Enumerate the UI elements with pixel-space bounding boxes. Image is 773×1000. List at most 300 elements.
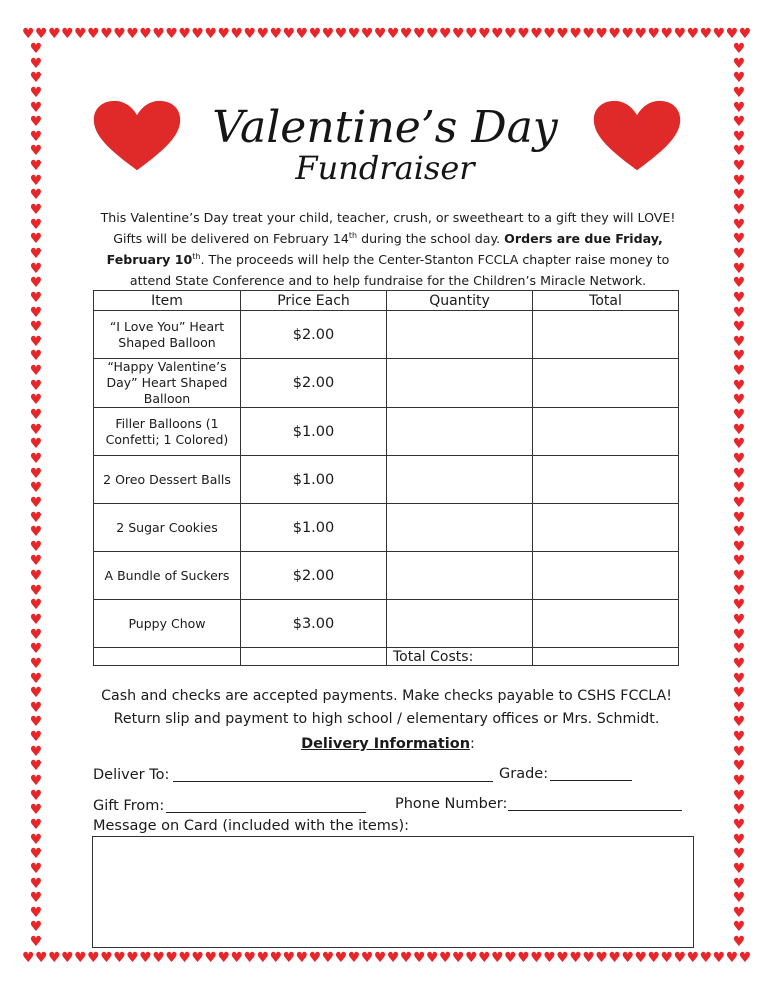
small-heart-icon: ♥ — [732, 714, 746, 731]
small-heart-icon: ♥ — [732, 84, 746, 101]
small-heart-icon: ♥ — [634, 26, 648, 42]
empty-cell — [241, 648, 387, 666]
small-heart-icon: ♥ — [732, 187, 746, 204]
small-heart-icon: ♥ — [517, 26, 530, 42]
small-heart-icon: ♥ — [308, 26, 322, 42]
small-heart-icon: ♥ — [29, 802, 43, 819]
table-row — [94, 359, 679, 408]
small-heart-icon: ♥ — [29, 114, 43, 131]
small-heart-icon: ♥ — [732, 245, 746, 262]
small-heart-icon: ♥ — [29, 333, 43, 350]
page-subtitle: Fundraiser — [295, 149, 475, 187]
small-heart-icon: ♥ — [732, 582, 746, 599]
small-heart-icon: ♥ — [732, 626, 746, 643]
phone-number-label: Phone Number: — [395, 796, 508, 812]
small-heart-icon: ♥ — [29, 70, 43, 87]
small-heart-icon: ♥ — [732, 348, 746, 365]
delivery-heading-text: Delivery Information — [301, 736, 471, 752]
small-heart-icon: ♥ — [595, 950, 608, 966]
small-heart-icon: ♥ — [29, 655, 43, 672]
small-heart-icon: ♥ — [732, 377, 746, 394]
small-heart-icon: ♥ — [712, 950, 726, 966]
small-heart-icon: ♥ — [738, 26, 752, 42]
small-heart-icon: ♥ — [29, 172, 43, 189]
payment-line: Return slip and payment to high school / elementary offices or Mrs. Schmidt. — [113, 711, 660, 727]
item-name: 2 Oreo Dessert Balls — [94, 456, 241, 504]
small-heart-icon: ♥ — [478, 26, 491, 42]
small-heart-icon: ♥ — [386, 26, 400, 42]
small-heart-icon: ♥ — [621, 26, 634, 42]
small-heart-icon: ♥ — [732, 421, 746, 438]
small-heart-icon: ♥ — [425, 950, 439, 966]
quantity-cell[interactable] — [387, 311, 533, 359]
grade-label: Grade: — [499, 766, 549, 782]
small-heart-icon: ♥ — [29, 348, 43, 365]
small-heart-icon: ♥ — [139, 26, 152, 42]
small-heart-icon: ♥ — [29, 143, 43, 160]
small-heart-icon: ♥ — [732, 568, 746, 585]
small-heart-icon: ♥ — [530, 26, 543, 42]
item-name: “I Love You” Heart Shaped Balloon — [94, 311, 241, 359]
small-heart-icon: ♥ — [504, 950, 517, 966]
heart-border-bottom — [22, 950, 752, 966]
small-heart-icon: ♥ — [491, 950, 504, 966]
small-heart-icon: ♥ — [608, 26, 621, 42]
small-heart-icon: ♥ — [686, 950, 700, 966]
small-heart-icon: ♥ — [660, 26, 674, 42]
small-heart-icon: ♥ — [412, 950, 426, 966]
quantity-cell[interactable] — [387, 359, 533, 408]
small-heart-icon: ♥ — [165, 950, 178, 966]
small-heart-icon: ♥ — [29, 685, 43, 702]
item-price: $2.00 — [241, 359, 387, 408]
gift-from-field[interactable] — [166, 812, 366, 813]
small-heart-icon: ♥ — [29, 465, 43, 482]
small-heart-icon: ♥ — [100, 26, 113, 42]
small-heart-icon: ♥ — [399, 26, 413, 42]
quantity-cell[interactable] — [387, 504, 533, 552]
small-heart-icon: ♥ — [732, 904, 746, 921]
item-name: Puppy Chow — [94, 600, 241, 648]
small-heart-icon: ♥ — [282, 26, 296, 42]
small-heart-icon: ♥ — [29, 275, 43, 292]
small-heart-icon: ♥ — [732, 392, 746, 409]
total-cell[interactable] — [533, 311, 679, 359]
total-cell[interactable] — [533, 552, 679, 600]
small-heart-icon: ♥ — [725, 950, 739, 966]
small-heart-icon: ♥ — [569, 950, 582, 966]
small-heart-icon: ♥ — [29, 611, 43, 628]
small-heart-icon: ♥ — [243, 26, 257, 42]
heart-border-left — [28, 42, 44, 950]
small-heart-icon: ♥ — [29, 363, 43, 380]
small-heart-icon: ♥ — [732, 158, 746, 175]
small-heart-icon: ♥ — [29, 216, 43, 233]
small-heart-icon: ♥ — [478, 950, 491, 966]
small-heart-icon: ♥ — [732, 55, 746, 72]
small-heart-icon: ♥ — [556, 950, 569, 966]
intro-paragraph — [86, 207, 690, 291]
small-heart-icon: ♥ — [732, 685, 746, 702]
small-heart-icon: ♥ — [732, 494, 746, 511]
small-heart-icon: ♥ — [29, 245, 43, 262]
item-name: “Happy Valentine’s Day” Heart Shaped Balloon — [94, 359, 241, 408]
small-heart-icon: ♥ — [732, 831, 746, 848]
column-header-price: Price Each — [241, 291, 387, 311]
small-heart-icon: ♥ — [732, 260, 746, 277]
total-costs-cell[interactable] — [533, 648, 679, 666]
small-heart-icon: ♥ — [465, 26, 478, 42]
small-heart-icon: ♥ — [732, 743, 746, 760]
small-heart-icon: ♥ — [113, 26, 126, 42]
heart-border-right — [731, 42, 747, 950]
total-cell[interactable] — [533, 359, 679, 408]
small-heart-icon: ♥ — [295, 950, 309, 966]
small-heart-icon: ♥ — [732, 597, 746, 614]
small-heart-icon: ♥ — [732, 729, 746, 746]
small-heart-icon: ♥ — [732, 231, 746, 248]
small-heart-icon: ♥ — [360, 950, 374, 966]
small-heart-icon: ♥ — [732, 480, 746, 497]
column-header-item: Item — [94, 291, 241, 311]
small-heart-icon: ♥ — [22, 26, 35, 42]
small-heart-icon: ♥ — [152, 950, 165, 966]
small-heart-icon: ♥ — [178, 26, 191, 42]
small-heart-icon: ♥ — [61, 26, 74, 42]
small-heart-icon: ♥ — [732, 890, 746, 907]
delivery-heading — [86, 736, 690, 752]
quantity-cell[interactable] — [387, 600, 533, 648]
order-table — [93, 290, 679, 666]
small-heart-icon: ♥ — [308, 950, 322, 966]
small-heart-icon: ♥ — [29, 509, 43, 526]
small-heart-icon: ♥ — [74, 950, 87, 966]
small-heart-icon: ♥ — [29, 626, 43, 643]
small-heart-icon: ♥ — [439, 26, 452, 42]
item-price: $1.00 — [241, 408, 387, 456]
total-costs-label: Total Costs: — [387, 648, 533, 666]
small-heart-icon: ♥ — [732, 641, 746, 658]
small-heart-icon: ♥ — [673, 26, 687, 42]
small-heart-icon: ♥ — [230, 26, 244, 42]
small-heart-icon: ♥ — [647, 26, 661, 42]
small-heart-icon: ♥ — [732, 787, 746, 804]
small-heart-icon: ♥ — [29, 699, 43, 716]
small-heart-icon: ♥ — [699, 950, 713, 966]
table-row — [94, 552, 679, 600]
small-heart-icon: ♥ — [732, 553, 746, 570]
small-heart-icon: ♥ — [126, 950, 139, 966]
small-heart-icon: ♥ — [334, 26, 348, 42]
intro-text: during the school day. — [357, 231, 505, 246]
small-heart-icon: ♥ — [29, 641, 43, 658]
small-heart-icon: ♥ — [712, 26, 726, 42]
small-heart-icon: ♥ — [732, 509, 746, 526]
small-heart-icon: ♥ — [29, 84, 43, 101]
small-heart-icon: ♥ — [29, 392, 43, 409]
small-heart-icon: ♥ — [230, 950, 244, 966]
small-heart-icon: ♥ — [732, 919, 746, 936]
small-heart-icon: ♥ — [517, 950, 530, 966]
small-heart-icon: ♥ — [556, 26, 569, 42]
small-heart-icon: ♥ — [217, 26, 231, 42]
small-heart-icon: ♥ — [29, 289, 43, 306]
small-heart-icon: ♥ — [191, 950, 204, 966]
small-heart-icon: ♥ — [204, 950, 217, 966]
small-heart-icon: ♥ — [732, 319, 746, 336]
small-heart-icon: ♥ — [29, 421, 43, 438]
small-heart-icon: ♥ — [29, 99, 43, 116]
column-header-total: Total — [533, 291, 679, 311]
small-heart-icon: ♥ — [87, 950, 100, 966]
table-row — [94, 311, 679, 359]
small-heart-icon: ♥ — [360, 26, 374, 42]
heart-icon — [592, 100, 682, 172]
intro-sup: th — [192, 251, 201, 261]
small-heart-icon: ♥ — [29, 553, 43, 570]
intro-text: . The proceeds will help the Center-Stanton FCCLA chapter raise money to attend State Conference and to help fundraise for the Children’s Miracle Network. — [129, 252, 670, 288]
small-heart-icon: ♥ — [139, 950, 152, 966]
small-heart-icon: ♥ — [29, 407, 43, 424]
small-heart-icon: ♥ — [35, 26, 48, 42]
small-heart-icon: ♥ — [732, 172, 746, 189]
small-heart-icon: ♥ — [29, 904, 43, 921]
small-heart-icon: ♥ — [29, 860, 43, 877]
small-heart-icon: ♥ — [347, 950, 361, 966]
small-heart-icon: ♥ — [647, 950, 661, 966]
small-heart-icon: ♥ — [269, 950, 283, 966]
small-heart-icon: ♥ — [732, 99, 746, 116]
small-heart-icon: ♥ — [699, 26, 713, 42]
small-heart-icon: ♥ — [569, 26, 582, 42]
small-heart-icon: ♥ — [29, 890, 43, 907]
small-heart-icon: ♥ — [29, 846, 43, 863]
small-heart-icon: ♥ — [738, 950, 752, 966]
intro-sup: th — [348, 230, 358, 240]
small-heart-icon: ♥ — [491, 26, 504, 42]
small-heart-icon: ♥ — [29, 729, 43, 746]
small-heart-icon: ♥ — [334, 950, 348, 966]
small-heart-icon: ♥ — [295, 26, 309, 42]
small-heart-icon: ♥ — [732, 538, 746, 555]
small-heart-icon: ♥ — [29, 714, 43, 731]
item-price: $2.00 — [241, 311, 387, 359]
small-heart-icon: ♥ — [732, 407, 746, 424]
small-heart-icon: ♥ — [321, 26, 335, 42]
small-heart-icon: ♥ — [732, 289, 746, 306]
small-heart-icon: ♥ — [732, 773, 746, 790]
deliver-to-field[interactable] — [173, 781, 493, 782]
small-heart-icon: ♥ — [732, 524, 746, 541]
small-heart-icon: ♥ — [412, 26, 426, 42]
small-heart-icon: ♥ — [191, 26, 204, 42]
small-heart-icon: ♥ — [29, 524, 43, 541]
small-heart-icon: ♥ — [29, 743, 43, 760]
small-heart-icon: ♥ — [732, 128, 746, 145]
small-heart-icon: ♥ — [732, 114, 746, 131]
small-heart-icon: ♥ — [732, 758, 746, 775]
small-heart-icon: ♥ — [126, 26, 139, 42]
table-row — [94, 408, 679, 456]
small-heart-icon: ♥ — [29, 158, 43, 175]
small-heart-icon: ♥ — [29, 319, 43, 336]
small-heart-icon: ♥ — [595, 26, 608, 42]
small-heart-icon: ♥ — [29, 831, 43, 848]
small-heart-icon: ♥ — [725, 26, 739, 42]
small-heart-icon: ♥ — [732, 70, 746, 87]
small-heart-icon: ♥ — [425, 26, 439, 42]
grade-field[interactable] — [550, 780, 632, 781]
small-heart-icon: ♥ — [543, 950, 556, 966]
small-heart-icon: ♥ — [732, 846, 746, 863]
small-heart-icon: ♥ — [29, 582, 43, 599]
small-heart-icon: ♥ — [282, 950, 296, 966]
small-heart-icon: ♥ — [732, 275, 746, 292]
small-heart-icon: ♥ — [243, 950, 257, 966]
small-heart-icon: ♥ — [29, 670, 43, 687]
item-name: A Bundle of Suckers — [94, 552, 241, 600]
message-label: Message on Card (included with the items): — [93, 818, 409, 834]
item-name: Filler Balloons (1 Confetti; 1 Colored) — [94, 408, 241, 456]
small-heart-icon: ♥ — [530, 950, 543, 966]
item-price: $1.00 — [241, 456, 387, 504]
small-heart-icon: ♥ — [74, 26, 87, 42]
small-heart-icon: ♥ — [732, 363, 746, 380]
item-price: $1.00 — [241, 504, 387, 552]
order-deadline: Orders are due Friday, February 10 — [106, 231, 663, 267]
small-heart-icon: ♥ — [204, 26, 217, 42]
small-heart-icon: ♥ — [29, 568, 43, 585]
small-heart-icon: ♥ — [29, 260, 43, 277]
item-price: $2.00 — [241, 552, 387, 600]
small-heart-icon: ♥ — [399, 950, 413, 966]
small-heart-icon: ♥ — [732, 802, 746, 819]
payment-line: Cash and checks are accepted payments. Make checks payable to CSHS FCCLA! — [101, 688, 672, 704]
small-heart-icon: ♥ — [29, 480, 43, 497]
small-heart-icon: ♥ — [732, 216, 746, 233]
small-heart-icon: ♥ — [732, 450, 746, 467]
quantity-cell[interactable] — [387, 456, 533, 504]
small-heart-icon: ♥ — [29, 436, 43, 453]
small-heart-icon: ♥ — [29, 773, 43, 790]
small-heart-icon: ♥ — [100, 950, 113, 966]
total-cell[interactable] — [533, 504, 679, 552]
small-heart-icon: ♥ — [29, 597, 43, 614]
small-heart-icon: ♥ — [29, 934, 43, 950]
small-heart-icon: ♥ — [48, 950, 61, 966]
total-cell[interactable] — [533, 408, 679, 456]
small-heart-icon: ♥ — [256, 950, 270, 966]
small-heart-icon: ♥ — [29, 42, 43, 57]
small-heart-icon: ♥ — [732, 655, 746, 672]
small-heart-icon: ♥ — [634, 950, 648, 966]
small-heart-icon: ♥ — [321, 950, 335, 966]
small-heart-icon: ♥ — [29, 494, 43, 511]
table-row — [94, 456, 679, 504]
small-heart-icon: ♥ — [61, 950, 74, 966]
small-heart-icon: ♥ — [29, 377, 43, 394]
small-heart-icon: ♥ — [35, 950, 48, 966]
item-name: 2 Sugar Cookies — [94, 504, 241, 552]
small-heart-icon: ♥ — [732, 333, 746, 350]
heart-border-top — [22, 26, 752, 42]
delivery-heading-colon: : — [470, 736, 475, 752]
small-heart-icon: ♥ — [217, 950, 231, 966]
table-row — [94, 504, 679, 552]
small-heart-icon: ♥ — [29, 202, 43, 219]
small-heart-icon: ♥ — [165, 26, 178, 42]
small-heart-icon: ♥ — [465, 950, 478, 966]
small-heart-icon: ♥ — [29, 919, 43, 936]
heart-icon — [92, 100, 182, 172]
small-heart-icon: ♥ — [373, 26, 387, 42]
phone-number-field[interactable] — [508, 810, 682, 811]
small-heart-icon: ♥ — [373, 950, 387, 966]
small-heart-icon: ♥ — [29, 538, 43, 555]
small-heart-icon: ♥ — [87, 26, 100, 42]
item-price: $3.00 — [241, 600, 387, 648]
small-heart-icon: ♥ — [732, 816, 746, 833]
small-heart-icon: ♥ — [29, 231, 43, 248]
small-heart-icon: ♥ — [732, 611, 746, 628]
small-heart-icon: ♥ — [732, 670, 746, 687]
small-heart-icon: ♥ — [29, 787, 43, 804]
small-heart-icon: ♥ — [256, 26, 270, 42]
small-heart-icon: ♥ — [29, 875, 43, 892]
total-cell[interactable] — [533, 456, 679, 504]
small-heart-icon: ♥ — [29, 187, 43, 204]
small-heart-icon: ♥ — [29, 304, 43, 321]
small-heart-icon: ♥ — [673, 950, 687, 966]
total-costs-row — [94, 648, 679, 666]
small-heart-icon: ♥ — [29, 758, 43, 775]
small-heart-icon: ♥ — [732, 304, 746, 321]
small-heart-icon: ♥ — [452, 950, 465, 966]
small-heart-icon: ♥ — [29, 55, 43, 72]
small-heart-icon: ♥ — [439, 950, 452, 966]
table-header-row — [94, 291, 679, 311]
small-heart-icon: ♥ — [29, 128, 43, 145]
message-box[interactable] — [92, 836, 694, 948]
gift-from-label: Gift From: — [93, 798, 165, 814]
small-heart-icon: ♥ — [732, 875, 746, 892]
small-heart-icon: ♥ — [504, 26, 517, 42]
small-heart-icon: ♥ — [386, 950, 400, 966]
column-header-quantity: Quantity — [387, 291, 533, 311]
small-heart-icon: ♥ — [732, 42, 746, 57]
small-heart-icon: ♥ — [22, 950, 35, 966]
small-heart-icon: ♥ — [732, 860, 746, 877]
small-heart-icon: ♥ — [582, 26, 595, 42]
small-heart-icon: ♥ — [582, 950, 595, 966]
small-heart-icon: ♥ — [269, 26, 283, 42]
small-heart-icon: ♥ — [113, 950, 126, 966]
table-row — [94, 600, 679, 648]
total-cell[interactable] — [533, 600, 679, 648]
small-heart-icon: ♥ — [347, 26, 361, 42]
small-heart-icon: ♥ — [29, 450, 43, 467]
small-heart-icon: ♥ — [452, 26, 465, 42]
quantity-cell[interactable] — [387, 552, 533, 600]
page-title: Valentine’s Day — [212, 102, 558, 153]
small-heart-icon: ♥ — [621, 950, 634, 966]
small-heart-icon: ♥ — [732, 202, 746, 219]
intro-text: This Valentine’s Day treat your child, teacher, crush, or sweetheart to a gift they will LOVE! Gifts will be delivered on February 14 — [100, 210, 676, 246]
small-heart-icon: ♥ — [660, 950, 674, 966]
small-heart-icon: ♥ — [686, 26, 700, 42]
small-heart-icon: ♥ — [29, 816, 43, 833]
quantity-cell[interactable] — [387, 408, 533, 456]
